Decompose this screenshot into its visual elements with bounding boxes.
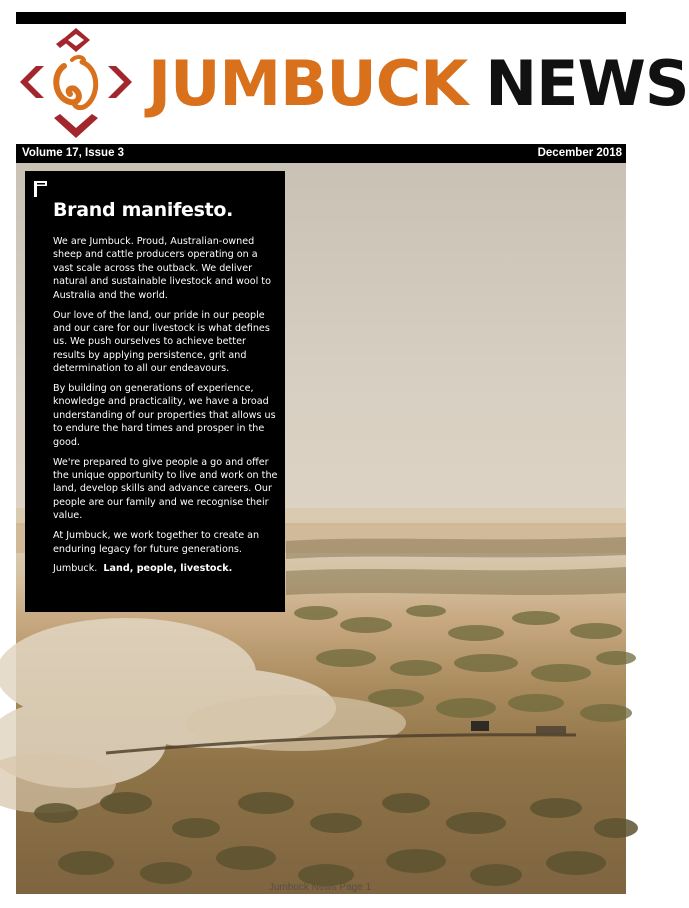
issue-date: December 2018 <box>537 147 622 159</box>
manifesto-paragraph: By building on generations of experience, knowledge and practicality, we have a broad understanding of our properties that allows us to endure the hard times and prosper in the good. <box>53 383 276 448</box>
manifesto-tagline <box>53 562 281 575</box>
brand-manifesto-panel <box>25 171 285 612</box>
issue-volume: Volume 17, Issue 3 <box>22 147 125 159</box>
tagline-prefix: Jumbuck. <box>53 563 98 575</box>
manifesto-title: Brand manifesto. <box>53 199 234 221</box>
manifesto-paragraph: At Jumbuck, we work together to create an enduring legacy for future generations. <box>53 530 260 555</box>
tagline-bold: Land, people, livestock. <box>103 563 233 575</box>
manifesto-paragraph: We are Jumbuck. Proud, Australian-owned sheep and cattle producers operating on a vast scale across the outback. We deliver natural and sustainable livestock and wool to Australia and the world. <box>53 236 271 301</box>
masthead <box>16 26 689 138</box>
manifesto-paragraph: We're prepared to give people a go and offer the unique opportunity to live and work on the land, develop skills and advance careers. Our people are our family and we recognise their value. <box>53 456 278 522</box>
top-rule <box>16 12 626 24</box>
manifesto-body <box>53 235 281 582</box>
manifesto-paragraph: Our love of the land, our pride in our people and our care for our livestock is what defines us. We push ourselves to achieve better results by applying persistence, grit and determination to all our endeavours. <box>53 309 270 375</box>
issue-bar <box>16 144 626 163</box>
jumbuck-logo-icon <box>16 26 136 138</box>
masthead-title-news: NEWS <box>485 47 689 120</box>
masthead-title-jumbuck: JUMBUCK <box>148 47 468 120</box>
masthead-title <box>148 44 689 124</box>
page-footer: Jumbuck News Page 1 <box>268 882 372 893</box>
flag-icon <box>33 180 49 198</box>
